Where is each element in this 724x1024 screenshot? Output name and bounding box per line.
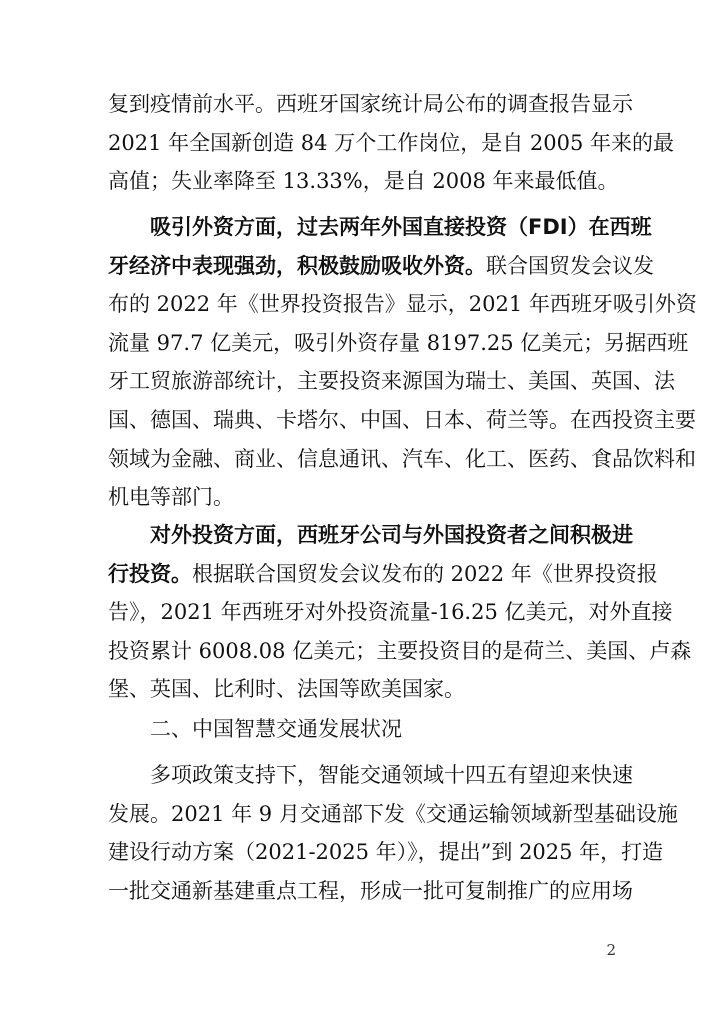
text-line: 2021 年全国新创造 84 万个工作岗位，是自 2005 年来的最 [108, 130, 674, 155]
paragraph-foreign-investment [108, 208, 697, 517]
text-line: 投资累计 6008.08 亿美元；主要投资目的是荷兰、美国、卢森 [108, 638, 692, 663]
text-line: 高值；失业率降至 13.33%，是自 2008 年来最低值。 [108, 169, 619, 194]
text-line: 流量 97.7 亿美元，吸引外资存量 8197.25 亿美元；另据西班 [108, 330, 689, 355]
paragraph-smart-transport [108, 756, 678, 910]
text-line: 发展。2021 年 9 月交通部下发《交通运输领域新型基础设施 [108, 801, 678, 826]
text-line: 复到疫情前水平。西班牙国家统计局公布的调查报告显示 [108, 92, 633, 116]
text-line: 告》，2021 年西班牙对外投资流量-16.25 亿美元，对外直接 [108, 600, 673, 625]
heading-text: 二、中国智慧交通发展状况 [150, 717, 402, 741]
paragraph-employment [108, 85, 674, 201]
paragraph-outward-investment [108, 516, 692, 709]
text-line: 建设行动方案（2021-2025 年）》，提出”到 2025 年，打造 [108, 840, 664, 865]
bold-text-line: 对外投资方面，西班牙公司与外国投资者之间积极进 [150, 523, 633, 547]
text-line: 国、德国、瑞典、卡塔尔、中国、日本、荷兰等。在西投资主要 [108, 407, 696, 432]
text-line: 堡、英国、比利时、法国等欧美国家。 [108, 677, 465, 702]
text-line: 机电等部门。 [108, 485, 234, 510]
text-line: 一批交通新基建重点工程，形成一批可复制推广的应用场 [108, 878, 633, 903]
text-line: 多项政策支持下，智能交通领域十四五有望迎来快速 [150, 763, 633, 787]
bold-text-line: 吸引外资方面，过去两年外国直接投资（FDI）在西班 [150, 215, 652, 239]
text-line [108, 555, 658, 594]
text-line: 布的 2022 年《世界投资报告》显示，2021 年西班牙吸引外资 [108, 292, 697, 317]
bold-lead-text: 牙经济中表现强劲，积极鼓励吸收外资。 [108, 253, 486, 278]
page-number: 2 [606, 941, 616, 959]
text-line [108, 247, 654, 286]
body-text: 根据联合国贸发会议发布的 2022 年《世界投资报 [192, 561, 658, 586]
text-line: 领域为金融、商业、信息通讯、汽车、化工、医药、食品饮料和 [108, 446, 696, 471]
section-heading [108, 710, 616, 749]
body-text: 联合国贸发会议发 [486, 253, 654, 278]
bold-lead-text: 行投资。 [108, 561, 192, 586]
text-line: 牙工贸旅游部统计，主要投资来源国为瑞士、美国、英国、法 [108, 369, 675, 394]
